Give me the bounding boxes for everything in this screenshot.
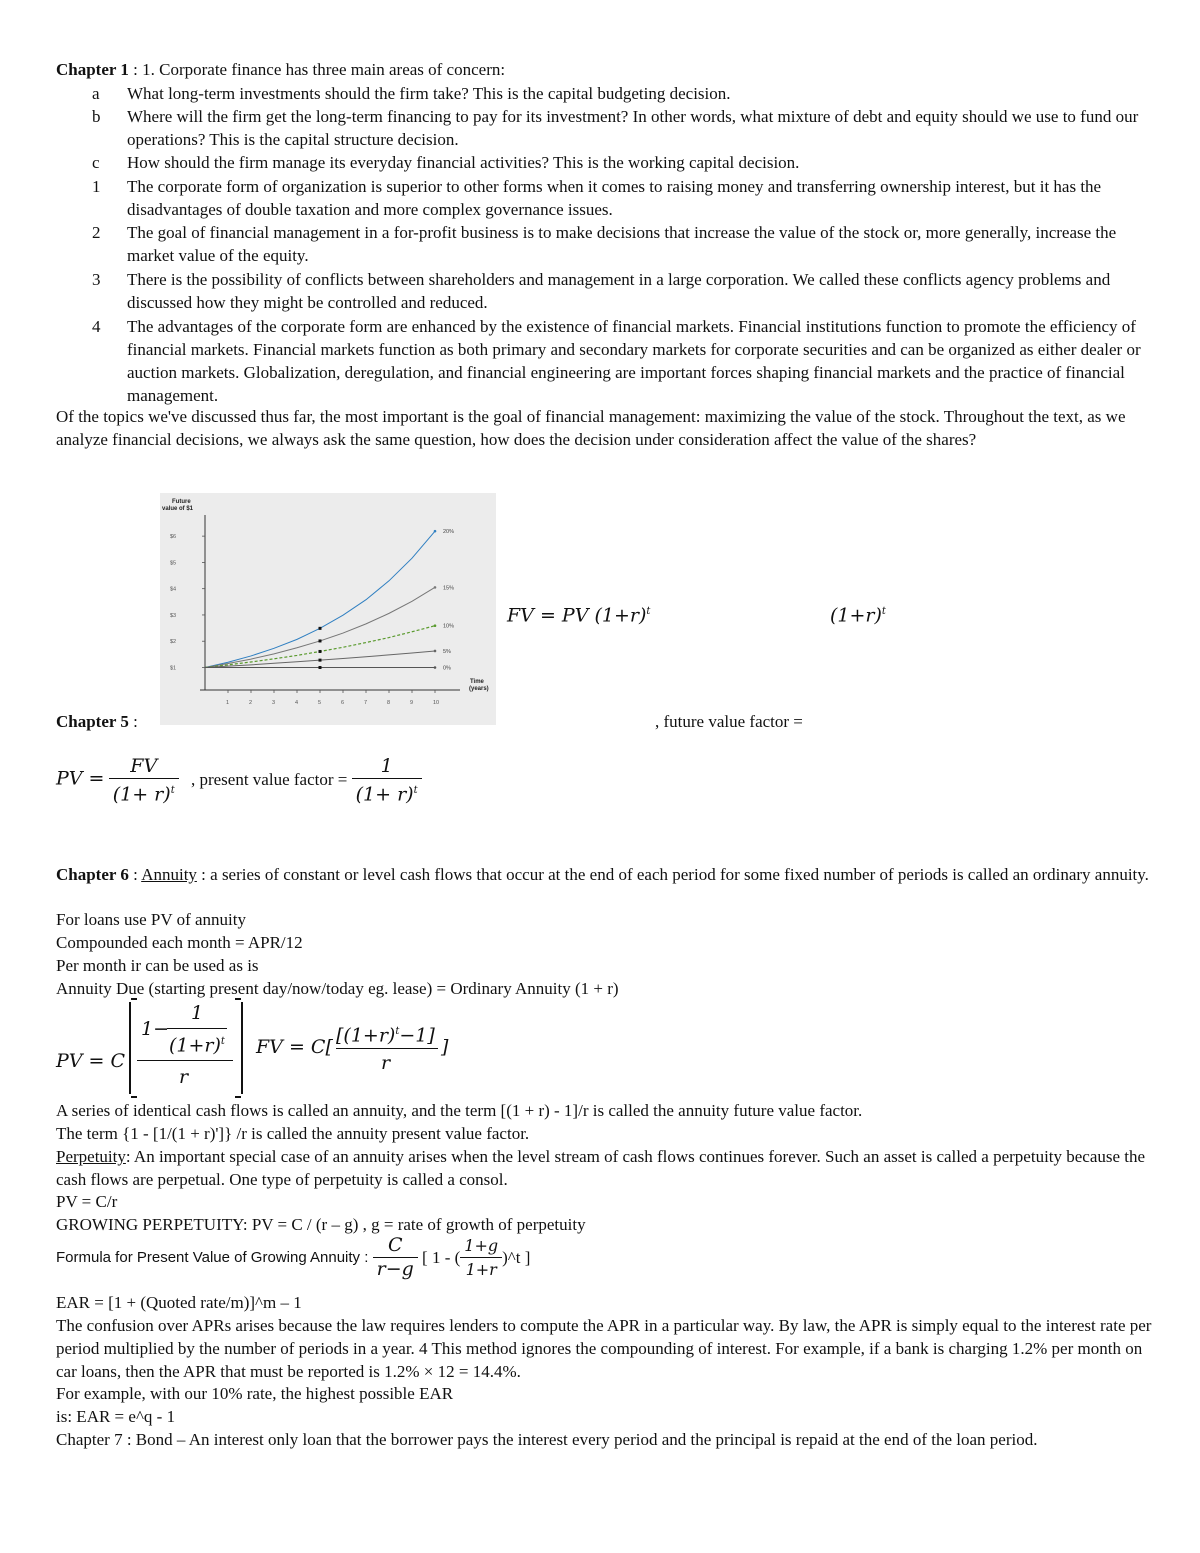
x-tick-label: 10 xyxy=(433,700,440,706)
pv-annuity-main-bar xyxy=(137,1060,233,1061)
data-point-year5 xyxy=(319,659,322,662)
list-marker: 4 xyxy=(92,317,101,336)
pv-annuity-one: 1 xyxy=(191,1002,204,1024)
series-end-marker xyxy=(434,666,437,669)
x-tick-label: 6 xyxy=(341,700,345,706)
pv-factor-label: , present value factor = xyxy=(190,769,348,789)
pv-denominator xyxy=(109,779,179,806)
growing-annuity-fraction xyxy=(373,1234,418,1281)
pv-factor-numerator: 1 xyxy=(352,755,422,779)
list-marker: 1 xyxy=(92,177,101,196)
per-month-line: Per month ir can be used as is xyxy=(56,956,259,975)
pv-formula-row xyxy=(56,755,422,806)
fv-factor-formula xyxy=(830,600,886,627)
pv-numerator: FV xyxy=(109,755,179,779)
list-item-text: The advantages of the corporate form are enhanced by the existence of financial markets. Financial institutions function to promote the efficiency of financial markets. Financial markets function as both primary and secondary markets for corporate securities and can be organized as either dealer or auction markets. Globalization, deregulation, and financial engineering are important forces shaping financial markets and the practice of financial management. xyxy=(127,317,1141,405)
x-tick-label: 2 xyxy=(249,700,253,706)
series-label: 20% xyxy=(443,529,455,536)
list-item-text: What long-term investments should the firm take? This is the capital budgeting decision. xyxy=(127,84,731,103)
list-marker: c xyxy=(92,153,100,172)
pv-fraction xyxy=(109,755,179,806)
fv-factor-label: , future value factor = xyxy=(655,712,803,731)
pv-annuity-minus: 1− xyxy=(141,1018,170,1040)
chapter1-summary: Of the topics we've discussed thus far, the most important is the goal of financial management: maximizing the value of the stock. Throughout the text, as we analyze financial decisions, we always ask the same question, how does the decision under consideration affect the value of the shares? xyxy=(56,407,1126,449)
data-point-year5 xyxy=(319,639,322,642)
x-tick-label: 9 xyxy=(410,700,414,706)
pv-annuity-r: r xyxy=(179,1066,189,1088)
fv-formula xyxy=(507,600,650,627)
y-tick-label: $2 xyxy=(170,639,177,646)
annuity-due-line: Annuity Due (starting present day/now/today eg. lease) = Ordinary Annuity (1 + r) xyxy=(56,979,619,998)
example-line: For example, with our 10% rate, the highest possible EAR xyxy=(56,1384,454,1403)
y-axis-label: Future value of $1 xyxy=(162,499,194,512)
x-tick-label: 1 xyxy=(226,700,230,706)
pv-annuity-bracket xyxy=(129,1002,243,1094)
ear-continuous-line: is: EAR = e^q - 1 xyxy=(56,1407,176,1426)
y-tick-label: $3 xyxy=(170,612,177,619)
pv-factor-fraction xyxy=(352,755,422,806)
chapter5-heading-line xyxy=(56,710,138,733)
chart-svg xyxy=(160,493,496,725)
fv-annuity-lhs: FV = C[ xyxy=(256,1036,333,1058)
y-tick-label: $1 xyxy=(170,665,177,672)
data-point-year5 xyxy=(319,650,322,653)
y-tick-label: $6 xyxy=(170,534,177,541)
series-line xyxy=(205,531,435,667)
pv-factor-denominator xyxy=(352,779,422,806)
fv-exponent: t xyxy=(646,606,651,617)
bracket-br xyxy=(235,1096,241,1098)
ga-numerator: C xyxy=(373,1234,418,1258)
growing-annuity-label: Formula for Present Value of Growing Annuity : xyxy=(56,1249,369,1266)
chapter1-intro-text: : 1. Corporate finance has three main areas of concern: xyxy=(128,60,506,79)
loans-line: For loans use PV of annuity xyxy=(56,910,246,929)
annuity-term: Annuity xyxy=(141,865,197,884)
future-value-chart xyxy=(160,493,496,725)
perpetuity-text: : An important special case of an annuity arises when the level stream of cash flows continues forever. Such an asset is called a perpetuity because the cash flows are perpetual. One type of perpetuity is called a consol. xyxy=(56,1147,1146,1189)
fv-annuity-num-tail: −1] xyxy=(399,1024,435,1047)
list-marker: 2 xyxy=(92,223,101,242)
fv-annuity-exponent: t xyxy=(395,1026,400,1037)
list-marker: 3 xyxy=(92,270,101,289)
fv-formula-text: FV = PV (1+r) xyxy=(507,604,647,627)
fv-factor-text: (1+r) xyxy=(830,604,882,627)
x-tick-label: 5 xyxy=(318,700,322,706)
annuity-definition: : a series of constant or level cash flows that occur at the end of each period for some fixed number of periods is called an ordinary annuity. xyxy=(196,865,1149,884)
fv-annuity-den: r xyxy=(381,1052,391,1074)
bracket-tl xyxy=(131,998,137,1000)
chapter5-heading: Chapter 5 xyxy=(56,712,129,731)
pv-annuity-exponent: t xyxy=(220,1036,225,1047)
x-tick-label: 3 xyxy=(272,700,276,706)
growing-perpetuity-line: GROWING PERPETUITY: PV = C / (r – g) , g = rate of growth of perpetuity xyxy=(56,1215,586,1234)
fv-factor-exponent: t xyxy=(881,606,886,617)
list-item-text: The goal of financial management in a for-profit business is to make decisions that increase the value of the stock or, more generally, increase the market value of the equity. xyxy=(127,223,1117,265)
pv-factor-exponent: t xyxy=(413,785,418,796)
list-item-text: Where will the firm get the long-term financing to pay for its investment? In other words, what mixture of debt and equity should we use to fund our operations? This is the capital structure decision. xyxy=(127,107,1139,149)
list-item-text: There is the possibility of conflicts between shareholders and management in a large corporation. We called these conflicts agency problems and discussed how they might be controlled and reduced. xyxy=(127,270,1111,312)
series-end-marker xyxy=(434,650,437,653)
bracket-tr xyxy=(235,998,241,1000)
ga-inner-numerator: 1+g xyxy=(460,1234,502,1258)
fv-annuity-close: ] xyxy=(441,1036,449,1058)
pv-lhs: PV = xyxy=(56,767,105,790)
x-axis-label: Time (years) xyxy=(469,679,489,692)
data-point-year5 xyxy=(319,666,322,669)
annuity-pv-factor-line: The term {1 - [1/(1 + r)']} /r is called the annuity present value factor. xyxy=(56,1124,530,1143)
pv-exponent: t xyxy=(170,785,175,796)
series-label: 15% xyxy=(443,585,455,592)
y-tick-label: $5 xyxy=(170,560,177,567)
fv-annuity-num-text: [(1+r) xyxy=(336,1024,396,1047)
x-tick-label: 7 xyxy=(364,700,368,706)
chapter7-bond: Chapter 7 : Bond – An interest only loan that the borrower pays the interest every period and the principal is repaid at the end of the loan period. xyxy=(56,1430,1038,1449)
x-tick-label: 4 xyxy=(295,700,299,706)
ear-line: EAR = [1 + (Quoted rate/m)]^m – 1 xyxy=(56,1293,302,1312)
x-tick-label: 8 xyxy=(387,700,391,706)
list-marker: a xyxy=(92,84,100,103)
fv-annuity-bar xyxy=(336,1048,438,1049)
chapter5-colon: : xyxy=(128,712,138,731)
pv-annuity-inner-bar xyxy=(167,1028,227,1029)
chapter6-annuity-definition xyxy=(56,863,1156,886)
annuity-formulas xyxy=(56,1002,656,1097)
series-label: 0% xyxy=(443,665,451,672)
apr-paragraph: The confusion over APRs arises because the law requires lenders to compute the APR in a particular way. By law, the APR is simply equal to the interest rate per period multiplied by the number of periods in a year. 4 This method ignores the compounding of interest. For example, if a bank is charging 1.2% per month on car loans, then the APR that must be reported is 1.2% × 12 = 14.4%. xyxy=(56,1316,1152,1381)
pv-annuity-inner-den xyxy=(169,1030,225,1057)
data-point-year5 xyxy=(319,627,322,630)
pv-annuity-lhs: PV = C xyxy=(56,1050,126,1072)
list-item-text: How should the firm manage its everyday financial activities? This is the working capital decision. xyxy=(127,153,800,172)
series-end-marker xyxy=(434,624,437,627)
perpetuity-definition xyxy=(56,1145,1156,1191)
chapter1-intro xyxy=(56,58,505,81)
y-tick-label: $4 xyxy=(170,586,177,593)
pv-annuity-inner-den-text: (1+r) xyxy=(169,1034,221,1057)
compounded-line: Compounded each month = APR/12 xyxy=(56,933,303,952)
bracket-bl xyxy=(131,1096,137,1098)
chapter6-colon: : xyxy=(128,865,142,884)
annuity-fv-factor-line: A series of identical cash flows is called an annuity, and the term [(1 + r) - 1]/r is called the annuity future value factor. xyxy=(56,1101,863,1120)
growing-annuity-row xyxy=(56,1234,530,1281)
ga-inner-fraction xyxy=(460,1234,502,1281)
list-marker: b xyxy=(92,107,101,126)
series-end-marker xyxy=(434,530,437,533)
pv-factor-denominator-text: (1+ r) xyxy=(355,783,414,806)
perpetuity-term: Perpetuity xyxy=(56,1147,126,1166)
series-label: 5% xyxy=(443,648,451,655)
ga-close: )^t ] xyxy=(502,1248,531,1267)
chapter6-heading: Chapter 6 xyxy=(56,865,129,884)
ga-inner-denominator: 1+r xyxy=(465,1260,497,1279)
chapter1-heading: Chapter 1 xyxy=(56,60,129,79)
fv-annuity-numerator xyxy=(336,1020,435,1047)
series-end-marker xyxy=(434,586,437,589)
pv-perpetuity-line: PV = C/r xyxy=(56,1192,118,1211)
list-item-text: The corporate form of organization is superior to other forms when it comes to raising money and transferring ownership interest, but it has the disadvantages of double taxation and more complex governance issues. xyxy=(127,177,1102,219)
series-label: 10% xyxy=(443,623,455,630)
ga-open: [ 1 - ( xyxy=(422,1248,461,1267)
ga-denominator: r−g xyxy=(376,1258,414,1280)
pv-denominator-text: (1+ r) xyxy=(112,783,171,806)
